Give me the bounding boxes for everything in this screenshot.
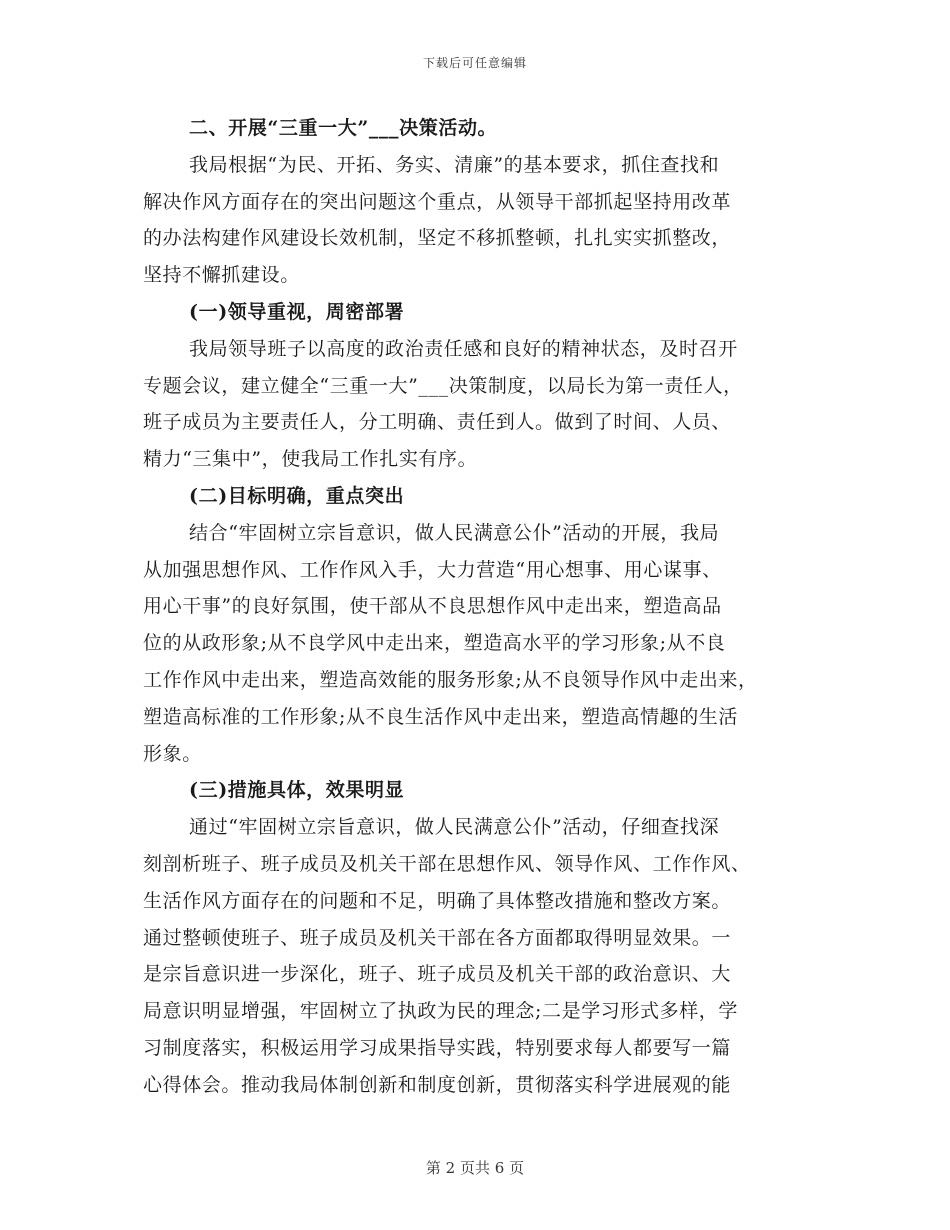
- paragraph-line: 我局根据“为民、开拓、务实、清廉”的基本要求，抓住查找和: [189, 153, 720, 176]
- paragraph-line: 通过“牢固树立宗旨意识，做人民满意公仆”活动，仔细查找深: [189, 816, 720, 839]
- paragraph-line: 专题会议，建立健全“三重一大”___决策制度，以局长为第一责任人，: [143, 374, 743, 397]
- paragraph-line: 工作作风中走出来，塑造高效能的服务形象;从不良领导作风中走出来，: [143, 668, 758, 691]
- paragraph-line: 班子成员为主要责任人，分工明确、责任到人。做到了时间、人员、: [143, 411, 732, 434]
- paragraph-line: 解决作风方面存在的突出问题这个重点，从领导干部抓起坚持用改革: [143, 190, 732, 213]
- paragraph-line: 用心干事”的良好氛围，使干部从不良思想作风中走出来，塑造高品: [143, 595, 722, 618]
- paragraph-line: 生活作风方面存在的问题和不足，明确了具体整改措施和整改方案。: [143, 889, 732, 912]
- subsection-heading: (三)措施具体，效果明显: [189, 779, 405, 802]
- paragraph-line: 是宗旨意识进一步深化，班子、班子成员及机关干部的政治意识、大: [143, 963, 732, 986]
- paragraph-line: 的办法构建作风建设长效机制，坚定不移抓整顿，扎扎实实抓整改，: [143, 227, 732, 250]
- paragraph-line: 位的从政形象;从不良学风中走出来，塑造高水平的学习形象;从不良: [143, 632, 726, 655]
- paragraph-line: 心得体会。推动我局体制创新和制度创新，贯彻落实科学进展观的能: [143, 1073, 732, 1096]
- subsection-heading: (一)领导重视，周密部署: [189, 300, 405, 323]
- paragraph-line: 塑造高标准的工作形象;从不良生活作风中走出来，塑造高情趣的生活: [143, 705, 739, 728]
- paragraph-line: 结合“牢固树立宗旨意识，做人民满意公仆”活动的开展，我局: [189, 521, 720, 544]
- paragraph-line: 我局领导班子以高度的政治责任感和良好的精神状态，及时召开: [189, 337, 738, 360]
- subsection-heading: (二)目标明确，重点突出: [189, 484, 405, 507]
- paragraph-line: 精力“三集中”，使我局工作扎实有序。: [143, 448, 478, 471]
- section-heading: 二、开展“三重一大”___决策活动。: [189, 117, 498, 139]
- paragraph-line: 坚持不懈抓建设。: [143, 264, 300, 287]
- document-body: [143, 110, 808, 1104]
- paragraph-line: 通过整顿使班子、班子成员及机关干部在各方面都取得明显效果。一: [143, 926, 732, 949]
- paragraph-line: 从加强思想作风、工作作风入手，大力营造“用心想事、用心谋事、: [143, 558, 722, 581]
- page-header: 下载后可任意编辑: [422, 56, 527, 70]
- paragraph-line: 形象。: [143, 742, 202, 765]
- paragraph-line: 刻剖析班子、班子成员及机关干部在思想作风、领导作风、工作作风、: [143, 852, 751, 875]
- page-footer: 第 2 页共 6 页: [425, 1159, 525, 1177]
- paragraph-line: 局意识明显增强，牢固树立了执政为民的理念;二是学习形式多样，学: [143, 1000, 739, 1023]
- paragraph-line: 习制度落实，积极运用学习成果指导实践，特别要求每人都要写一篇: [143, 1036, 732, 1059]
